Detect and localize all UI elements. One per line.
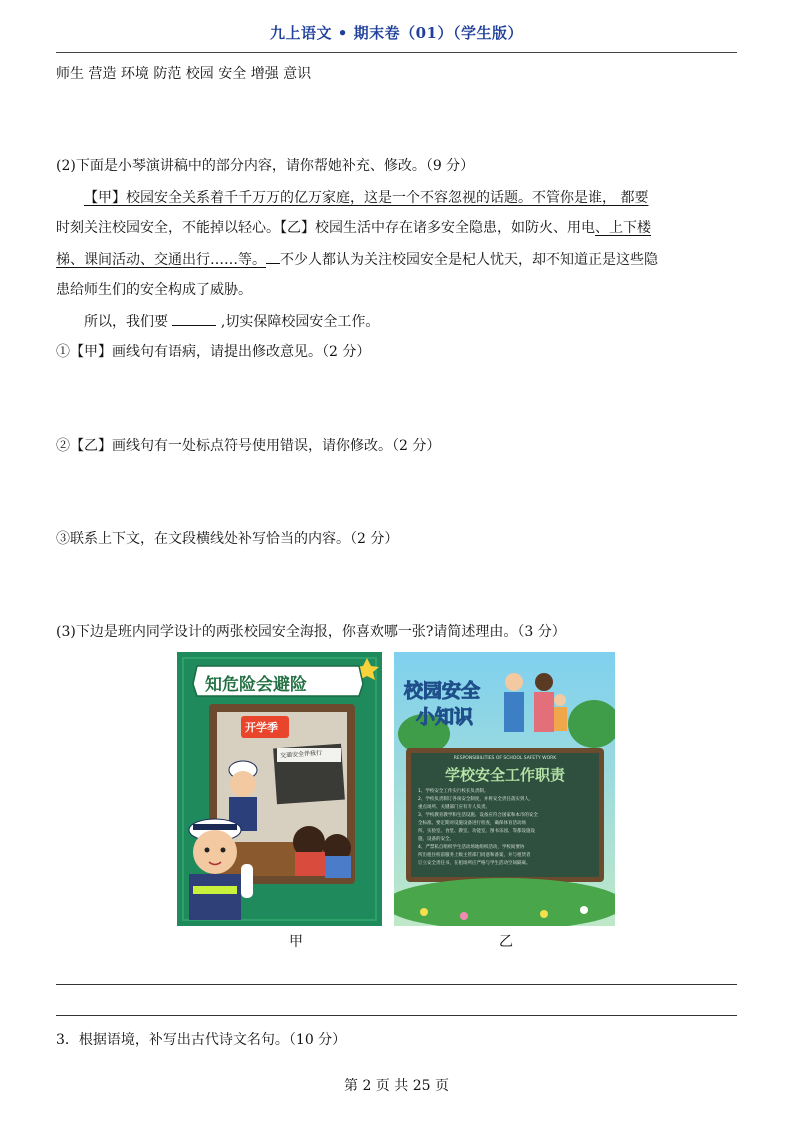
- q2-para2-start: 所以，我们要: [84, 314, 168, 330]
- q2-para2-end: ,切实保障校园安全工作。: [220, 314, 380, 330]
- board-item: 所出租住校前服务上级主管部门同意和备案，并与租赁者: [418, 853, 531, 858]
- poster-jia-caption: 甲: [289, 934, 303, 950]
- poster-yi-board-items: [418, 788, 598, 868]
- q2-prompt: (2)下面是小琴演讲稿中的部分内容，请你帮她补充、修改。（9 分）: [56, 158, 475, 174]
- q2-para1-line2: [56, 218, 651, 238]
- poster-yi: [394, 652, 615, 926]
- yi-underlined-sentence-part2: 梯、课间活动、交通出行……等。: [56, 252, 266, 268]
- q4-prompt: 3．根据语境，补写出古代诗文名句。（10 分）: [56, 1032, 347, 1048]
- q2-sub1: ①【甲】画线句有语病，请提出修改意见。（2 分）: [56, 344, 371, 360]
- board-item: 重点场所、关键部门应有专人负责。: [418, 805, 490, 810]
- poster-jia: [177, 652, 382, 926]
- q3-prompt: (3)下边是班内同学设计的两张校园安全海报，你喜欢哪一张?请简述理由。（3 分）: [56, 624, 566, 640]
- answer-line-2[interactable]: [56, 1015, 737, 1016]
- poster-jia-badge: 开学季: [245, 721, 278, 734]
- board-item: 订立安全责任书，在租场所应严格与学生活动空间隔离。: [418, 861, 531, 866]
- page-header-title: 九上语文 • 期末卷（01）（学生版）: [270, 24, 523, 42]
- q2-para1-line3-rest: 不少人都认为关注校园安全是杞人忧天，却不知道正是这些隐: [280, 252, 658, 268]
- page-number: 第 2 页 共 25 页: [344, 1078, 449, 1094]
- q2-para1-line1: [84, 188, 648, 208]
- poster-jia-board: 交通安全伴我行: [279, 749, 323, 760]
- jia-underlined-sentence: 【甲】校园安全关系着千千万万的亿万家庭，这是一个不容忽视的话题。不管你是谁， 都要: [84, 190, 649, 206]
- q2-sub2: ②【乙】画线句有一处标点符号使用错误，请你修改。（2 分）: [56, 438, 441, 454]
- poster-yi-board-eng: RESPONSIBILITIES OF SCHOOL SAFETY WORK: [453, 756, 557, 761]
- q2-sub3: ③联系上下文，在文段横线处补写恰当的内容。（2 分）: [56, 531, 399, 547]
- poster-yi-board-title: 学校安全工作职责: [444, 766, 565, 784]
- underline-gap: [266, 249, 280, 264]
- header-divider: [56, 52, 737, 53]
- q2-para1-line2-text: 时刻关注校园安全，不能掉以轻心。【乙】校园生活中存在诸多安全隐患，如防火、用电: [56, 220, 595, 236]
- board-item: 施、设备的安全。: [418, 837, 454, 842]
- q2-para1-line4: 患给师生们的安全构成了威胁。: [56, 282, 252, 298]
- poster-yi-title-line2: 小知识: [416, 706, 474, 728]
- board-item: 3、学校教育教学和生活设施、设备应符合国家和本市的安全: [418, 813, 538, 818]
- board-item: 1、学校安全工作实行校长负责制。: [418, 789, 489, 794]
- poster-jia-title: 知危险会避险: [205, 675, 307, 695]
- q2-para1-line3: [56, 249, 658, 270]
- answer-line-1[interactable]: [56, 984, 737, 985]
- board-item: 所、实验室、食堂、教室、功能室、图书乐园、等都设施设: [418, 829, 535, 834]
- q2-para2: [84, 311, 379, 332]
- board-item: 4、严禁私自组织学生活动场地组织活动，学校间要协: [418, 845, 525, 850]
- word-list: 师生 营造 环境 防范 校园 安全 增强 意识: [56, 66, 312, 82]
- poster-yi-caption: 乙: [499, 934, 513, 950]
- yi-underlined-sentence-part1: 、上下楼: [595, 220, 651, 236]
- board-item: 2、学校负责制订各项安全制度，并将安全责任落实到人，: [418, 797, 534, 802]
- board-item: 全标准。要定期对设施设备进行检查，确保体育活动场: [418, 821, 526, 826]
- poster-yi-title-line1: 校园安全: [404, 680, 481, 702]
- fill-in-blank[interactable]: [172, 311, 216, 326]
